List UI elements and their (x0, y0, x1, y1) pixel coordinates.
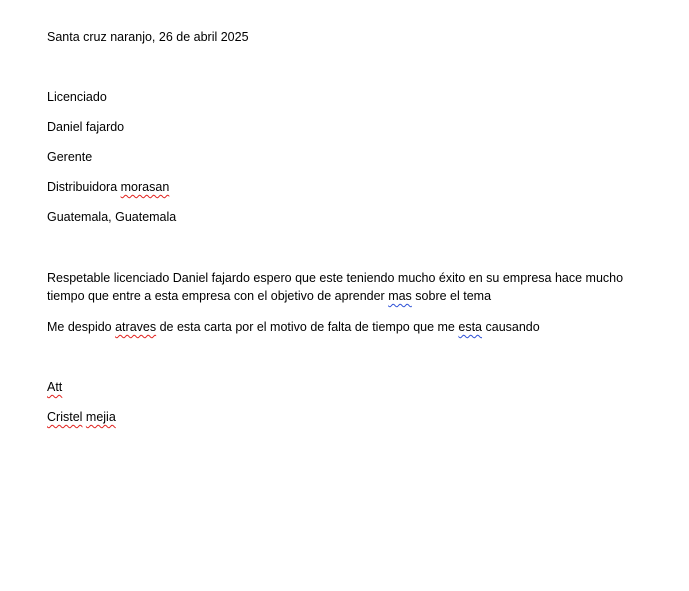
signature (47, 408, 116, 426)
spelling-flag-atraves[interactable]: atraves (115, 320, 157, 334)
body-p1-text-a: Respetable licenciado Daniel fajardo espero que este teniendo mucho éxito en su empresa hace mucho tiempo que entre a esta empresa con el objetivo de aprender (47, 271, 624, 303)
grammar-flag-mas[interactable]: mas (388, 289, 412, 303)
recipient-name: Daniel fajardo (47, 120, 125, 134)
grammar-flag-esta[interactable]: esta (458, 320, 483, 334)
signature-last-name[interactable]: mejia (85, 410, 116, 424)
recipient-position: Gerente (47, 150, 93, 164)
body-p2-text-a: Me despido (47, 320, 116, 334)
date-line: Santa cruz naranjo, 26 de abril 2025 (47, 30, 249, 44)
spelling-flag-company[interactable]: morasan (120, 180, 170, 194)
recipient-location: Guatemala, Guatemala (47, 210, 177, 224)
closing (47, 378, 62, 396)
body-p2-text-c: causando (482, 320, 540, 334)
recipient-title: Licenciado (47, 90, 107, 104)
body-p1-text-b: sobre el tema (411, 289, 492, 303)
spelling-flag-att[interactable]: Att (47, 380, 63, 394)
signature-first-name[interactable]: Cristel (47, 410, 83, 424)
recipient-company (47, 178, 169, 196)
company-prefix: Distribuidora (47, 180, 121, 194)
body-p2-text-b: de esta carta por el motivo de falta de tiempo que me (156, 320, 459, 334)
body-paragraph-1 (47, 269, 647, 305)
body-paragraph-2 (47, 318, 647, 336)
